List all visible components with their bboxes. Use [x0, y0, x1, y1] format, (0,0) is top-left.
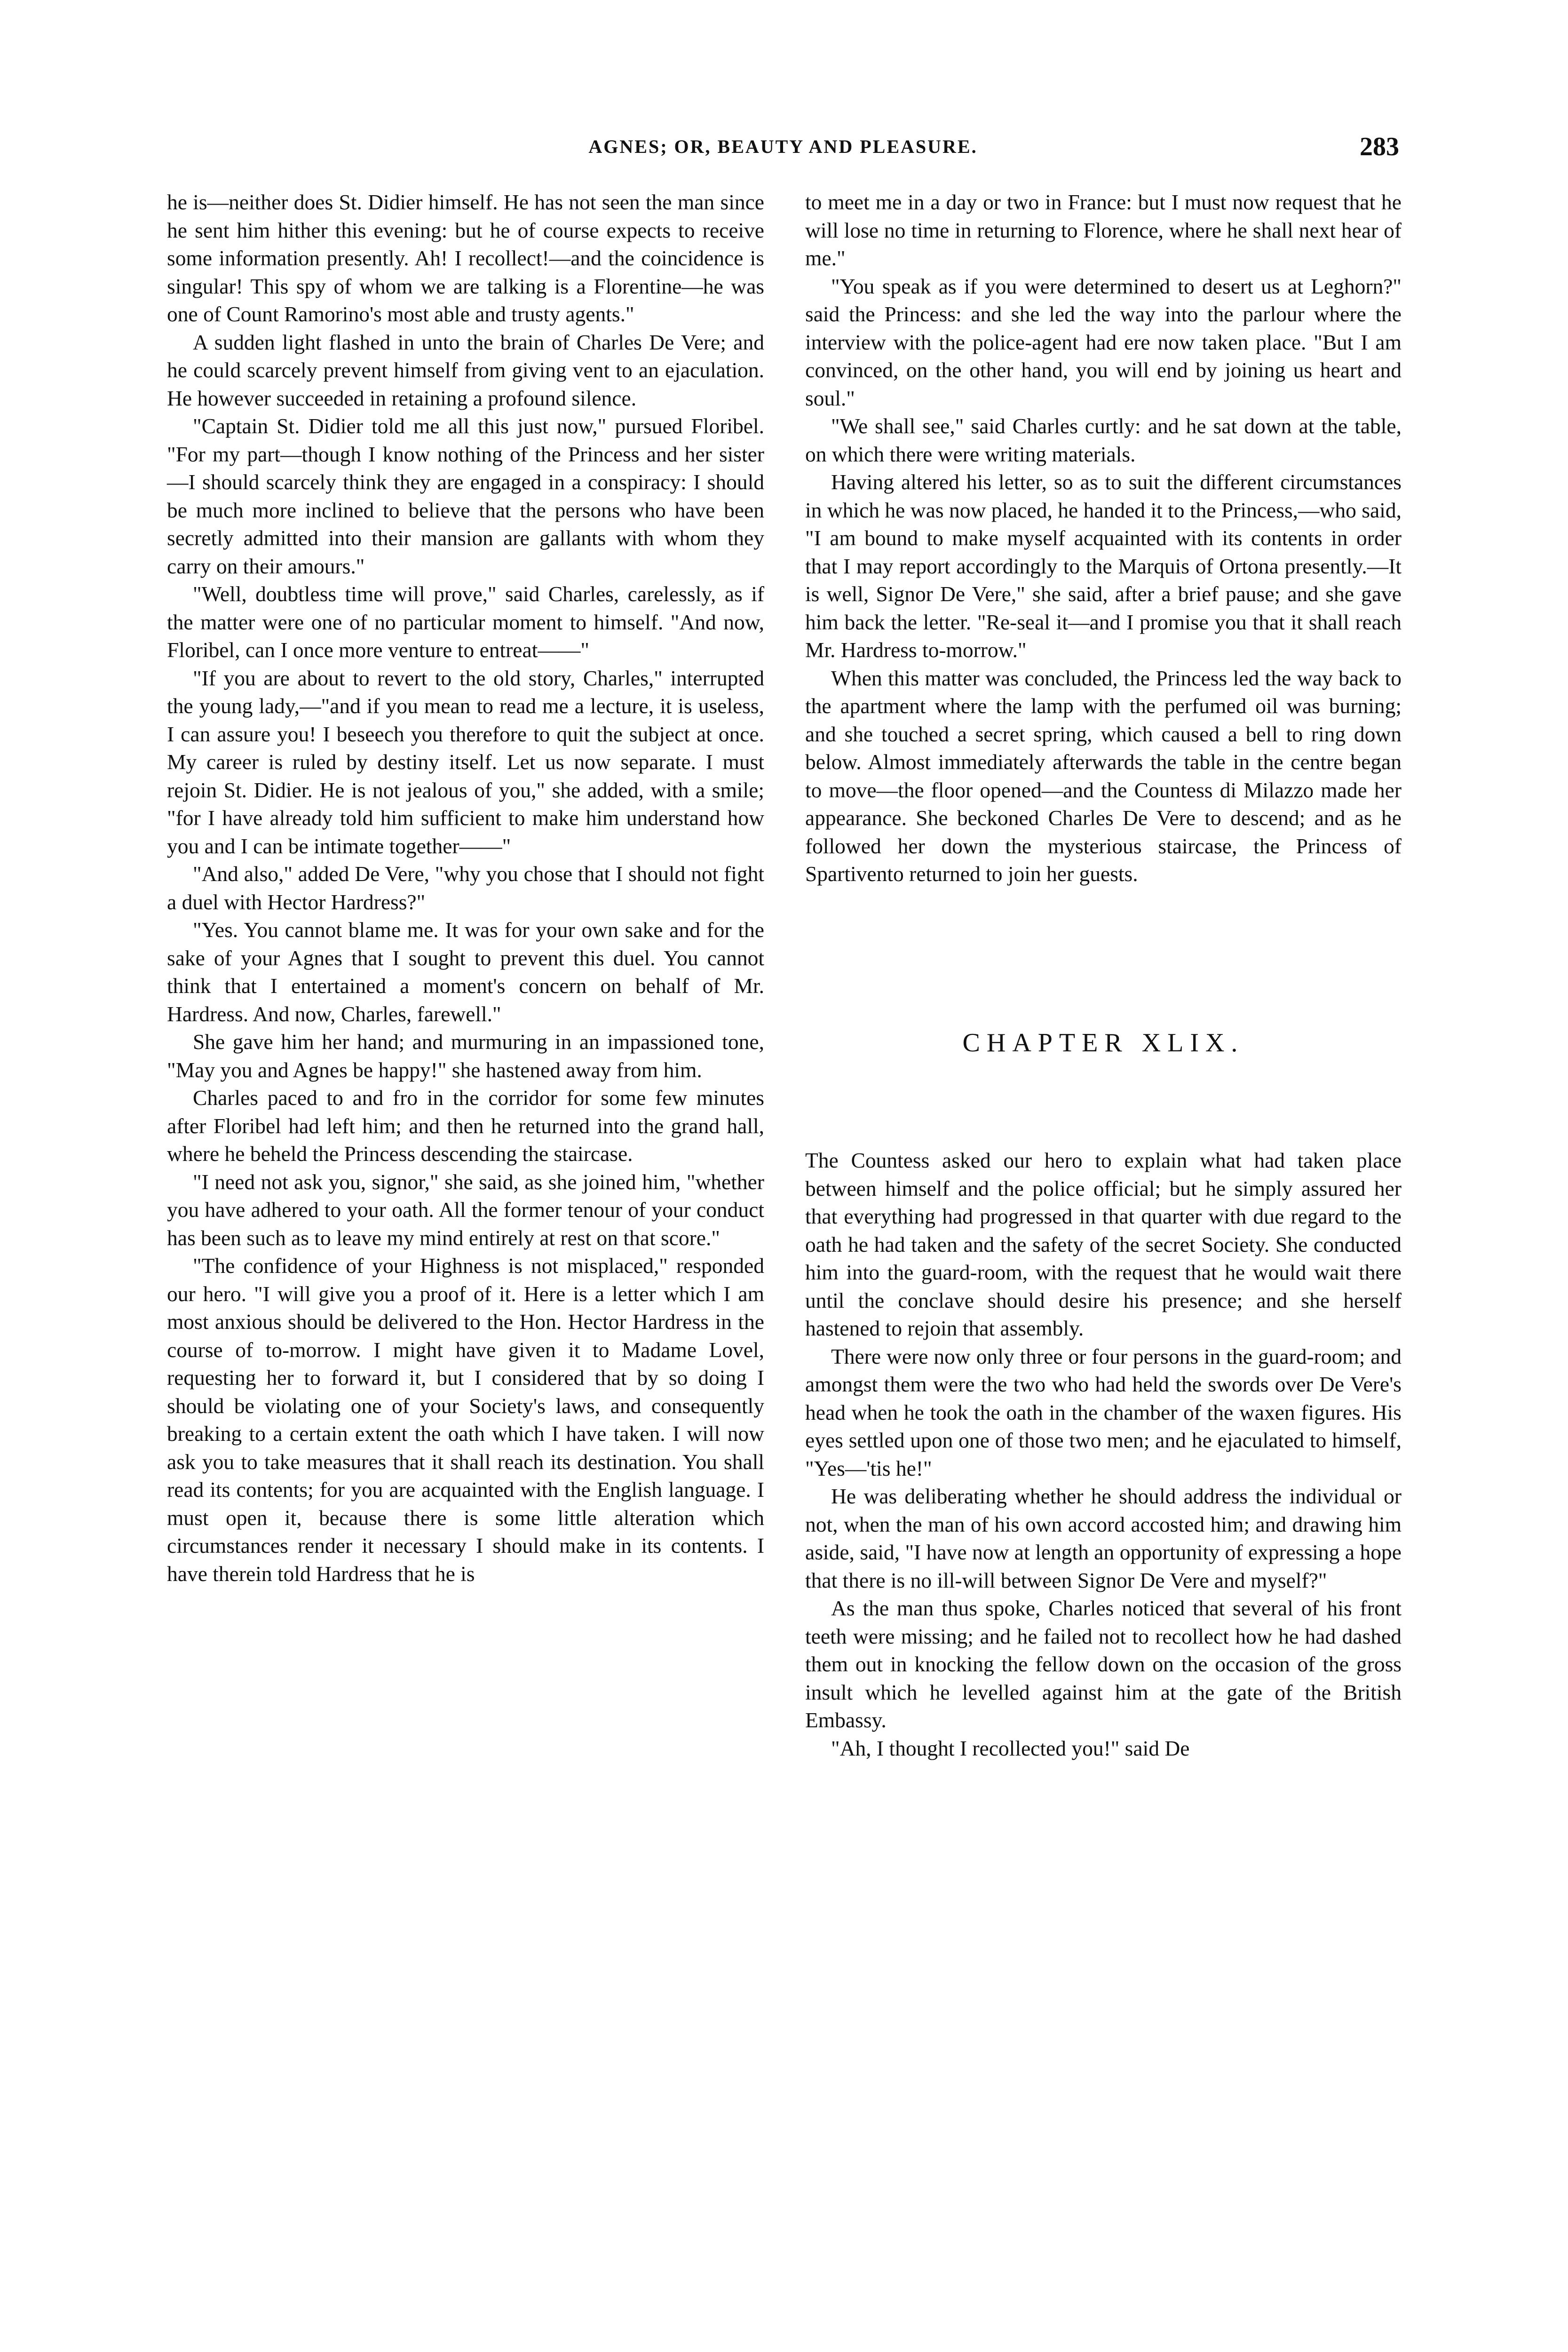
right-column	[805, 188, 1402, 1762]
paragraph: The Countess asked our hero to explain what had taken place between himself and the police official; but he simply assured her that everything had progressed in that quarter with due regard to the oath he had taken and the safety of the secret Society. She conducted him into the guard-room, with the request that he would wait there until the conclave should desire his presence; and she herself hastened to rejoin that assembly.	[805, 1148, 1402, 1340]
paragraph: "If you are about to revert to the old story, Charles," interrupted the young lady,—"and if you mean to read me a lecture, it is useless, I can assure you! I beseech you therefore to quit the subject at once. My career is ruled by destiny itself. Let us now separate. I must rejoin St. Didier. He is not jealous of you," she added, with a smile; "for I have already told him sufficient to make him understand how you and I can be intimate together——"	[167, 666, 764, 858]
paragraph: "Captain St. Didier told me all this just now," pursued Floribel. "For my part—though I know nothing of the Princess and her sister—I should scarcely think they are engaged in a conspiracy: I should be much more inclined to believe that the persons who have been secretly admitted into their mansion are gallants with whom they carry on their amours."	[167, 414, 764, 578]
page-header	[167, 132, 1399, 173]
running-head: AGNES; OR, BEAUTY AND PLEASURE.	[588, 136, 978, 157]
paragraph: A sudden light flashed in unto the brain of Charles De Vere; and he could scarcely prevent himself from giving vent to an ejaculation. He however succeeded in retaining a profound silence.	[167, 330, 764, 410]
paragraph: "You speak as if you were determined to desert us at Leghorn?" said the Princess: and she led the way into the parlour where the interview with the police-agent had ere now taken place. "But I am convinced, on the other hand, you will end by joining us heart and soul."	[805, 274, 1402, 410]
chapter-heading: CHAPTER XLIX.	[962, 1028, 1244, 1057]
paragraph: "Well, doubtless time will prove," said Charles, carelessly, as if the matter were one of no particular moment to himself. "And now, Floribel, can I once more venture to entreat——"	[167, 582, 764, 662]
paragraph: Charles paced to and fro in the corridor for some few minutes after Floribel had left him; and then he returned into the grand hall, where he beheld the Princess descending the staircase.	[167, 1086, 764, 1166]
paragraph: "I need not ask you, signor," she said, as she joined him, "whether you have adhered to your oath. All the former tenour of your conduct has been such as to leave my mind entirely at rest on that score."	[167, 1169, 764, 1250]
page-number: 283	[1360, 132, 1399, 161]
paragraph: to meet me in a day or two in France: but I must now request that he will lose no time in returning to Florence, where he shall next hear of me."	[805, 190, 1402, 270]
paragraph: "Yes. You cannot blame me. It was for your own sake and for the sake of your Agnes that I sought to prevent this duel. You cannot think that I entertained a moment's concern on behalf of Mr. Hardress. And now, Charles, farewell."	[167, 918, 764, 1026]
paragraph: When this matter was concluded, the Princess led the way back to the apartment where the lamp with the perfumed oil was burning; and she touched a secret spring, which caused a bell to ring down below. Almost immediately afterwards the table in the centre began to move—the floor opened—and the Countess di Milazzo made her appearance. She beckoned Charles De Vere to descend; and as he followed her down the mysterious staircase, the Princess of Spartivento returned to join her guests.	[805, 666, 1402, 886]
paragraph: "And also," added De Vere, "why you chose that I should not fight a duel with Hector Hardress?"	[167, 862, 764, 914]
left-column	[167, 188, 764, 1588]
paragraph: "The confidence of your Highness is not misplaced," responded our hero. "I will give you a proof of it. Here is a letter which I am most anxious should be delivered to the Hon. Hector Hardress in the course of to-morrow. I might have given it to Madame Lovel, requesting her to forward it, but I considered that by so doing I should be violating one of your Society's laws, and consequently breaking to a certain extent the oath which I have taken. I will now ask you to take measures that it shall reach its destination. You shall read its contents; for you are acquainted with the English language. I must open it, because there is some little alteration which circumstances render it necessary I should make in its contents. I have therein told Hardress that he is	[167, 1254, 764, 1586]
paragraph: "We shall see," said Charles curtly: and he sat down at the table, on which there were writing materials.	[805, 414, 1402, 466]
paragraph: There were now only three or four persons in the guard-room; and amongst them were the two who had held the swords over De Vere's head when he took the oath in the chamber of the waxen figures. His eyes settled upon one of those two men; and he ejaculated to himself, "Yes—'tis he!"	[805, 1344, 1402, 1480]
paragraph: As the man thus spoke, Charles noticed that several of his front teeth were missing; and he failed not to recollect how he had dashed them out in knocking the fellow down on the occasion of the gross insult which he levelled against him at the gate of the British Embassy.	[805, 1596, 1402, 1732]
paragraph: Having altered his letter, so as to suit the different circumstances in which he was now placed, he handed it to the Princess,—who said, "I am bound to make myself acquainted with its contents in order that I may report accordingly to the Marquis of Ortona presently.—It is well, Signor De Vere," she said, after a brief pause; and she gave him back the letter. "Re-seal it—and I promise you that it shall reach Mr. Hardress to-morrow."	[805, 470, 1402, 662]
paragraph: He was deliberating whether he should address the individual or not, when the man of his own accord accosted him; and drawing him aside, said, "I have now at length an opportunity of expressing a hope that there is no ill-will between Signor De Vere and myself?"	[805, 1484, 1402, 1592]
paragraph: She gave him her hand; and murmuring in an impassioned tone, "May you and Agnes be happy!" she hastened away from him.	[167, 1030, 764, 1082]
paragraph: he is—neither does St. Didier himself. He has not seen the man since he sent him hither this evening: but he of course expects to receive some information presently. Ah! I recollect!—and the coincidence is singular! This spy of whom we are talking is a Florentine—he was one of Count Ramorino's most able and trusty agents."	[167, 190, 764, 326]
paragraph: "Ah, I thought I recollected you!" said De	[831, 1736, 1190, 1760]
